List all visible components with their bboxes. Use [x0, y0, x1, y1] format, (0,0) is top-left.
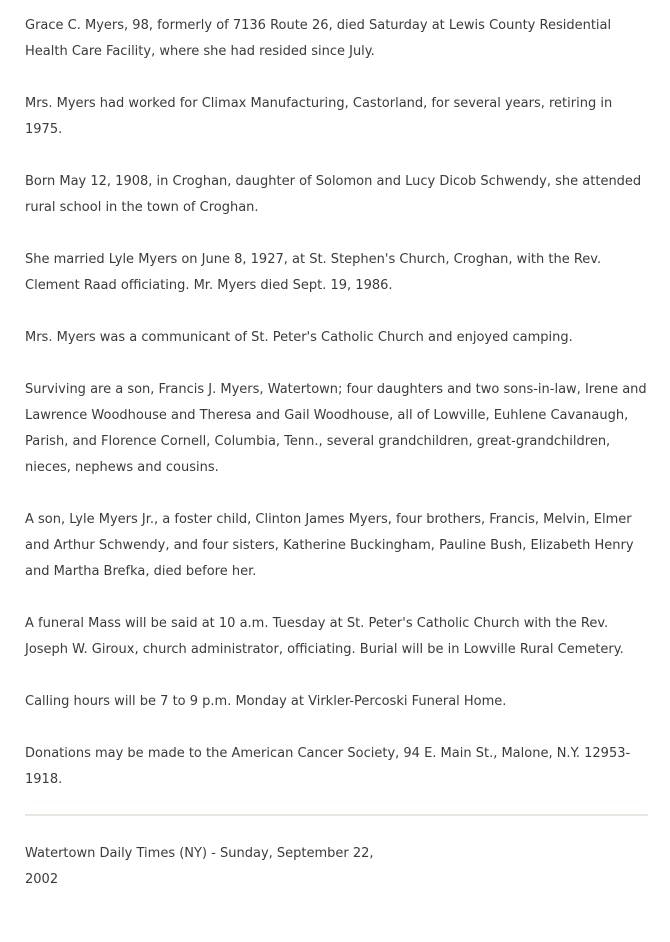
source-citation-line-2: 2002 — [25, 872, 59, 887]
obituary-paragraph-church: Mrs. Myers was a communicant of St. Peter's Catholic Church and enjoyed camping. — [25, 330, 573, 345]
section-divider — [25, 814, 648, 816]
obituary-paragraph-intro: Grace C. Myers, 98, formerly of 7136 Route 26, died Saturday at Lewis County Residential Health Care Facility, where she had resided since July. — [25, 18, 612, 59]
obituary-paragraph-funeral: A funeral Mass will be said at 10 a.m. Tuesday at St. Peter's Catholic Church with the Rev. Joseph W. Giroux, church administrator, officiating. Burial will be in Lowville Rural Cemetery. — [25, 616, 624, 657]
obituary-paragraph-survivors: Surviving are a son, Francis J. Myers, Watertown; four daughters and two sons-in-law, Irene and Lawrence Woodhouse and Theresa and Gail Woodhouse, all of Lowville, Euhlene Cavanaugh, Parish, and Florence Cornell, Columbia, Tenn., several grandchildren, great-grandchildren, nieces, nephews and cousins. — [25, 382, 647, 475]
obituary-paragraph-marriage: She married Lyle Myers on June 8, 1927, at St. Stephen's Church, Croghan, with the Rev. Clement Raad officiating. Mr. Myers died Sept. 19, 1986. — [25, 252, 602, 293]
source-citation-line-1: Watertown Daily Times (NY) - Sunday, September 22, — [25, 846, 374, 861]
source-citation — [25, 841, 648, 893]
obituary-paragraph-career: Mrs. Myers had worked for Climax Manufacturing, Castorland, for several years, retiring in 1975. — [25, 96, 613, 137]
obituary-paragraph-predeceased: A son, Lyle Myers Jr., a foster child, Clinton James Myers, four brothers, Francis, Melvin, Elmer and Arthur Schwendy, and four sisters, Katherine Buckingham, Pauline Bush, Elizabeth Henry and Martha Brefka, died before her. — [25, 512, 634, 579]
obituary-paragraph-donations: Donations may be made to the American Cancer Society, 94 E. Main St., Malone, N.Y. 12953-1918. — [25, 746, 631, 787]
obituary-paragraph-calling-hours: Calling hours will be 7 to 9 p.m. Monday at Virkler-Percoski Funeral Home. — [25, 694, 507, 709]
obituary-paragraph-birth: Born May 12, 1908, in Croghan, daughter of Solomon and Lucy Dicob Schwendy, she attended rural school in the town of Croghan. — [25, 174, 642, 215]
